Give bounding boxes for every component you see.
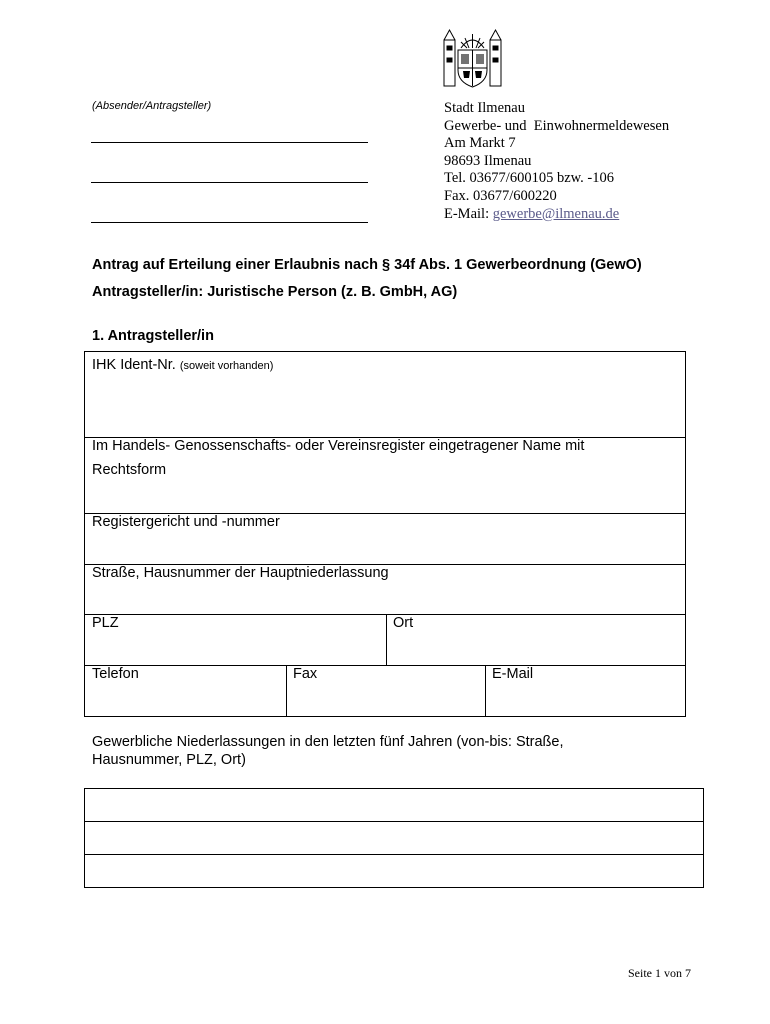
fax-email-divider [485, 666, 486, 716]
form-title: Antrag auf Erteilung einer Erlaubnis nach § 34f Abs. 1 Gewerbeordnung (GewO) [92, 257, 642, 273]
ort-label: Ort [393, 615, 414, 631]
email-prefix: E-Mail: [444, 205, 493, 222]
plz-label: PLZ [92, 615, 119, 631]
contact-row [84, 665, 686, 717]
register-name-label: Im Handels- Genossenschafts- oder Vereinsregister eingetragener Name mit Rechtsform [92, 438, 585, 478]
authority-city: 98693 Ilmenau [444, 152, 532, 169]
branches-label: Gewerbliche Niederlassungen in den letzten fünf Jahren (von-bis: Straße, Hausnummer, PLZ, Ort) [92, 734, 564, 768]
authority-email-link[interactable]: gewerbe@ilmenau.de [492, 205, 620, 222]
authority-street: Am Markt 7 [444, 135, 516, 152]
sender-line-1[interactable] [91, 142, 368, 143]
authority-address [444, 100, 669, 223]
register-court-label: Registergericht und -nummer [92, 514, 280, 530]
authority-email-row [444, 206, 669, 224]
authority-name: Stadt Ilmenau [444, 100, 525, 116]
phone-label: Telefon [92, 666, 139, 682]
ihk-label: IHK Ident-Nr. [92, 357, 176, 373]
phone-fax-divider [286, 666, 287, 716]
register-court-field[interactable] [84, 513, 686, 565]
fax-label: Fax [293, 666, 318, 682]
authority-phone: Tel. 03677/600105 bzw. -106 [444, 170, 615, 187]
authority-department: Gewerbe- und Einwohnermeldewesen [444, 117, 670, 134]
register-name-field[interactable] [84, 437, 686, 514]
plz-ort-divider [386, 615, 387, 665]
branch-row-2[interactable] [84, 821, 704, 855]
section-heading: 1. Antragsteller/in [92, 328, 214, 344]
plz-ort-row [84, 614, 686, 666]
sender-label: (Absender/Antragsteller) [92, 100, 212, 112]
ihk-hint: (soweit vorhanden) [179, 360, 274, 372]
sender-line-2[interactable] [91, 182, 368, 183]
sender-line-3[interactable] [91, 222, 368, 223]
street-field[interactable] [84, 564, 686, 615]
ihk-field[interactable] [84, 351, 686, 438]
form-subtitle: Antragsteller/in: Juristische Person (z. B. GmbH, AG) [92, 284, 458, 300]
authority-fax: Fax. 03677/600220 [444, 187, 557, 204]
email-label: E-Mail [492, 666, 534, 682]
branch-row-3[interactable] [84, 854, 704, 888]
ihk-field-label [92, 353, 273, 378]
page-number: Seite 1 von 7 [628, 966, 691, 980]
coat-of-arms-icon [441, 28, 504, 89]
street-label: Straße, Hausnummer der Hauptniederlassung [92, 565, 389, 581]
branch-row-1[interactable] [84, 788, 704, 822]
